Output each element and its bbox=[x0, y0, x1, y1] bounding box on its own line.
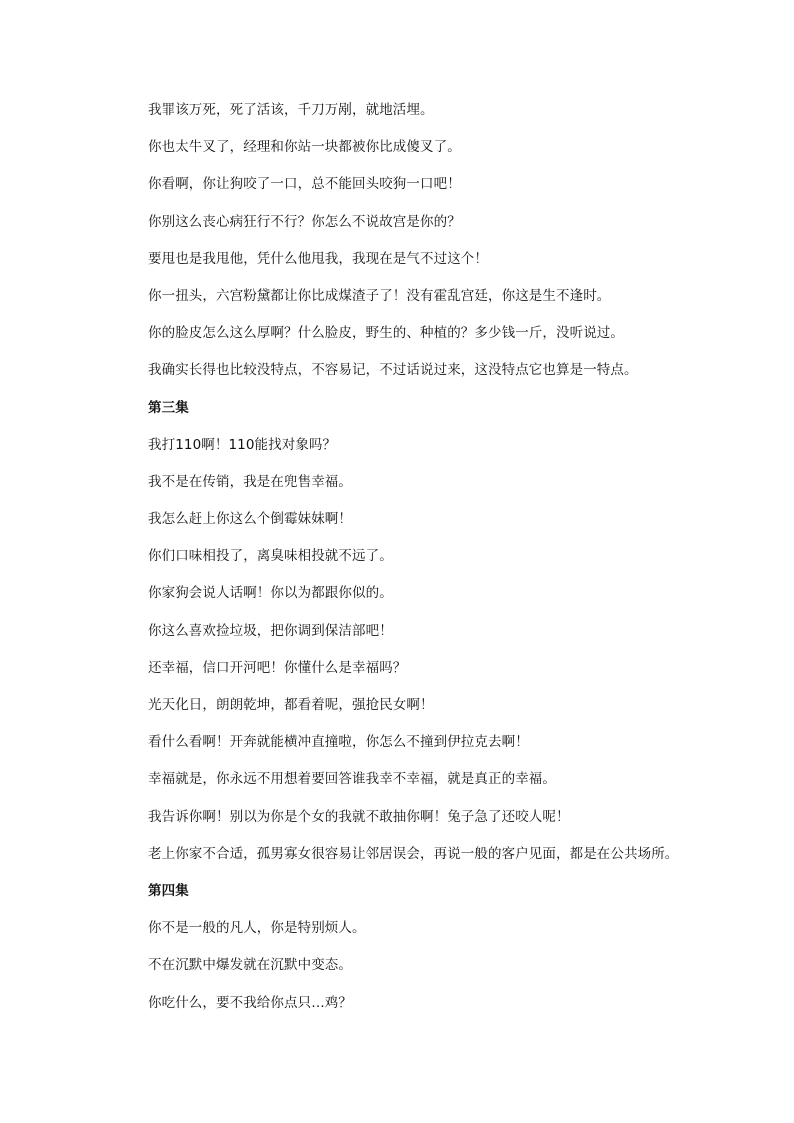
section-heading-episode-3: 第三集 bbox=[148, 399, 189, 416]
text-line: 你一扭头，六宫粉黛都让你比成煤渣子了！没有霍乱宫廷，你这是生不逢时。 bbox=[148, 287, 611, 304]
text-line: 我不是在传销，我是在兜售幸福。 bbox=[148, 473, 352, 490]
text-line: 我怎么赶上你这么个倒霉妹妹啊！ bbox=[148, 511, 352, 528]
text-line: 你们口味相投了，离臭味相投就不远了。 bbox=[148, 548, 393, 565]
text-line: 幸福就是，你永远不用想着要回答谁我幸不幸福，就是真正的幸福。 bbox=[148, 771, 556, 788]
text-line: 还幸福，信口开河吧！你懂什么是幸福吗？ bbox=[148, 659, 407, 676]
text-line: 你的脸皮怎么这么厚啊？什么脸皮，野生的、种植的？多少钱一斤，没听说过。 bbox=[148, 325, 624, 342]
text-line: 你看啊，你让狗咬了一口，总不能回头咬狗一口吧！ bbox=[148, 176, 461, 193]
section-heading-episode-4: 第四集 bbox=[148, 882, 189, 899]
text-line: 你家狗会说人话啊！你以为都跟你似的。 bbox=[148, 585, 393, 602]
text-line: 老上你家不合适，孤男寡女很容易让邻居误会，再说一般的客户见面，都是在公共场所。 bbox=[148, 845, 679, 862]
text-line: 要甩也是我甩他，凭什么他甩我，我现在是气不过这个！ bbox=[148, 250, 488, 267]
document-body bbox=[148, 98, 708, 1028]
text-line: 你别这么丧心病狂行不行？你怎么不说故宫是你的？ bbox=[148, 213, 461, 230]
text-line: 我告诉你啊！别以为你是个女的我就不敢抽你啊！兔子急了还咬人呢！ bbox=[148, 808, 570, 825]
text-line: 你也太牛叉了，经理和你站一块都被你比成傻叉了。 bbox=[148, 139, 461, 156]
text-line: 我确实长得也比较没特点，不容易记，不过话说过来，这没特点它也算是一特点。 bbox=[148, 362, 638, 379]
text-line: 你不是一般的凡人，你是特别烦人。 bbox=[148, 920, 366, 937]
text-line: 我罪该万死，死了活该，千刀万剐，就地活埋。 bbox=[148, 102, 434, 118]
text-line: 我打110啊！110能找对象吗？ bbox=[148, 436, 337, 453]
text-line: 光天化日，朗朗乾坤，都看着呢，强抢民女啊！ bbox=[148, 697, 434, 713]
text-line: 不在沉默中爆发就在沉默中变态。 bbox=[148, 957, 352, 974]
text-line: 你这么喜欢捡垃圾，把你调到保洁部吧！ bbox=[148, 622, 393, 639]
text-line: 看什么看啊！开奔就能横冲直撞啦，你怎么不撞到伊拉克去啊！ bbox=[148, 734, 529, 751]
text-line: 你吃什么，要不我给你点只…鸡？ bbox=[148, 994, 352, 1011]
